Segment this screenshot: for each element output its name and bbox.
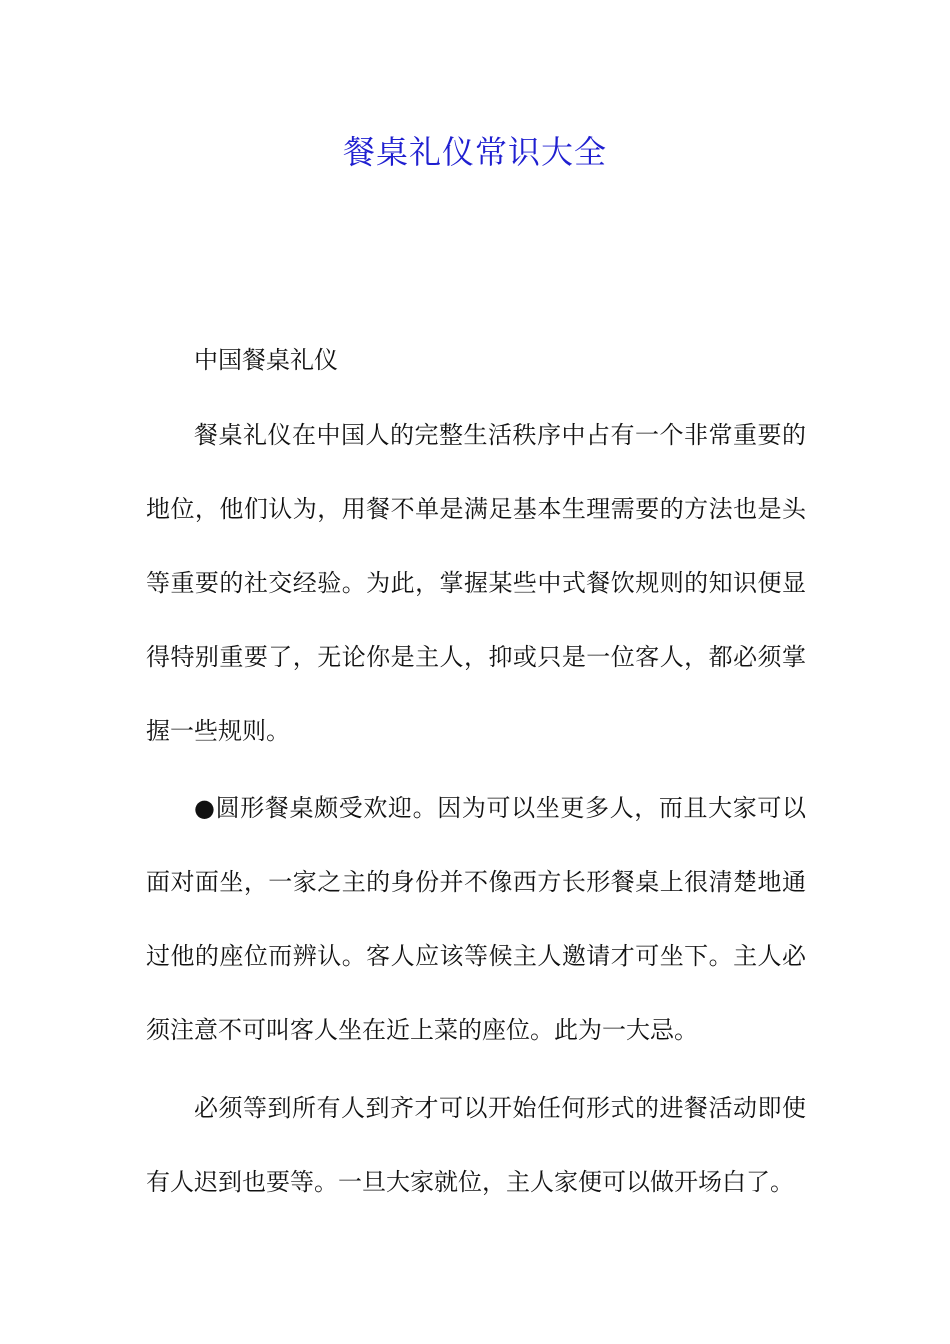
paragraph-1: 餐桌礼仪在中国人的完整生活秩序中占有一个非常重要的地位，他们认为，用餐不单是满足基本生理需要的方法也是头等重要的社交经验。为此，掌握某些中式餐饮规则的知识便显得特别重要了，无论你是主人，抑或只是一位客人，都必须掌握一些规则。: [146, 421, 806, 745]
document-title: 餐桌礼仪常识大全: [342, 133, 607, 171]
section-heading: 中国餐桌礼仪: [194, 346, 338, 374]
paragraph-3: 必须等到所有人到齐才可以开始任何形式的进餐活动即使有人迟到也要等。一旦大家就位，主人家便可以做开场白了。: [146, 1094, 806, 1196]
paragraph-2: ●圆形餐桌颇受欢迎。因为可以坐更多人，而且大家可以面对面坐，一家之主的身份并不像西方长形餐桌上很清楚地通过他的座位而辨认。客人应该等候主人邀请才可坐下。主人必须注意不可叫客人坐在近上菜的座位。此为一大忌。: [146, 794, 806, 1044]
